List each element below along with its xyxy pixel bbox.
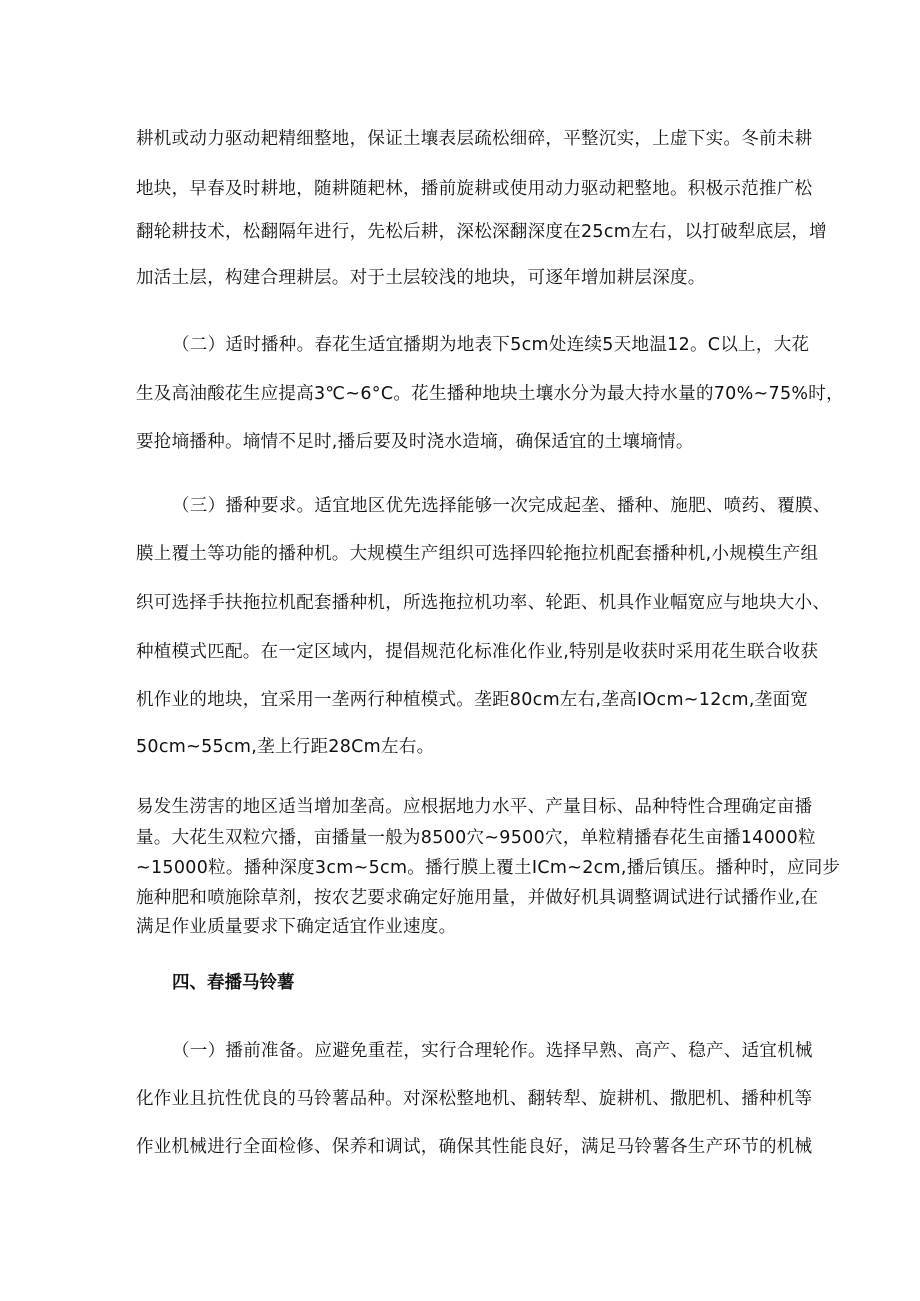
- text-line: （一）播前准备。应避免重茬，实行合理轮作。选择早熟、高产、稳产、适宜机械: [172, 1041, 813, 1061]
- text-line: 种植模式匹配。在一定区域内，提倡规范化标准化作业,特别是收获时采用花生联合收获: [136, 642, 819, 662]
- text-line: 膜上覆土等功能的播种机。大规模生产组织可选择四轮拖拉机配套播种机,小规模生产组: [136, 544, 819, 564]
- text-line: 满足作业质量要求下确定适宜作业速度。: [136, 917, 457, 937]
- section-heading: 四、春播马铃薯: [172, 973, 295, 993]
- text-line: 易发生涝害的地区适当增加垄高。应根据地力水平、产量目标、品种特性合理确定亩播: [136, 797, 813, 817]
- text-line: ~15000粒。播种深度3cm~5cm。播行膜上覆土ICm~2cm,播后镇压。播种时，应同步: [136, 858, 841, 878]
- text-line: 翻轮耕技术，松翻隔年进行，先松后耕，深松深翻深度在25cm左右，以打破犁底层，增: [136, 222, 827, 242]
- text-line: 机作业的地块，宜采用一垄两行种植模式。垄距80cm左右,垄高IOcm~12cm,垄面宽: [136, 690, 809, 710]
- text-line: （三）播种要求。适宜地区优先选择能够一次完成起垄、播种、施肥、喷药、覆膜、: [172, 496, 831, 516]
- text-line: 耕机或动力驱动耙精细整地，保证土壤表层疏松细碎，平整沉实，上虚下实。冬前未耕: [136, 129, 813, 149]
- text-line: 量。大花生双粒穴播，亩播量一般为8500穴~9500穴，单粒精播春花生亩播14000粒: [136, 828, 816, 848]
- text-line: 要抢墒播种。墒情不足时,播后要及时浇水造墒，确保适宜的土壤墒情。: [136, 432, 694, 452]
- text-line: 化作业且抗性优良的马铃薯品种。对深松整地机、翻转犁、旋耕机、撒肥机、播种机等: [136, 1089, 813, 1109]
- text-line: 地块，早春及时耕地，随耕随耙林，播前旋耕或使用动力驱动耙整地。积极示范推广松: [136, 179, 813, 199]
- text-line: 作业机械进行全面检修、保养和调试，确保其性能良好，满足马铃薯各生产环节的机械: [136, 1137, 813, 1157]
- text-line: 加活土层，构建合理耕层。对于土层较浅的地块，可逐年增加耕层深度。: [136, 268, 706, 288]
- text-line: 生及高油酸花生应提高3℃~6°C。花生播种地块土壤水分为最大持水量的70%~75%时，: [136, 384, 844, 404]
- text-line: 50cm~55cm,垄上行距28Cm左右。: [136, 737, 435, 757]
- text-line: 施种肥和喷施除草剂，按农艺要求确定好施用量，并做好机具调整调试进行试播作业,在: [136, 888, 819, 908]
- text-line: （二）适时播种。春花生适宜播期为地表下5cm处连续5天地温12。C以上，大花: [172, 335, 810, 355]
- text-line: 织可选择手扶拖拉机配套播种机，所选拖拉机功率、轮距、机具作业幅宽应与地块大小、: [136, 593, 831, 613]
